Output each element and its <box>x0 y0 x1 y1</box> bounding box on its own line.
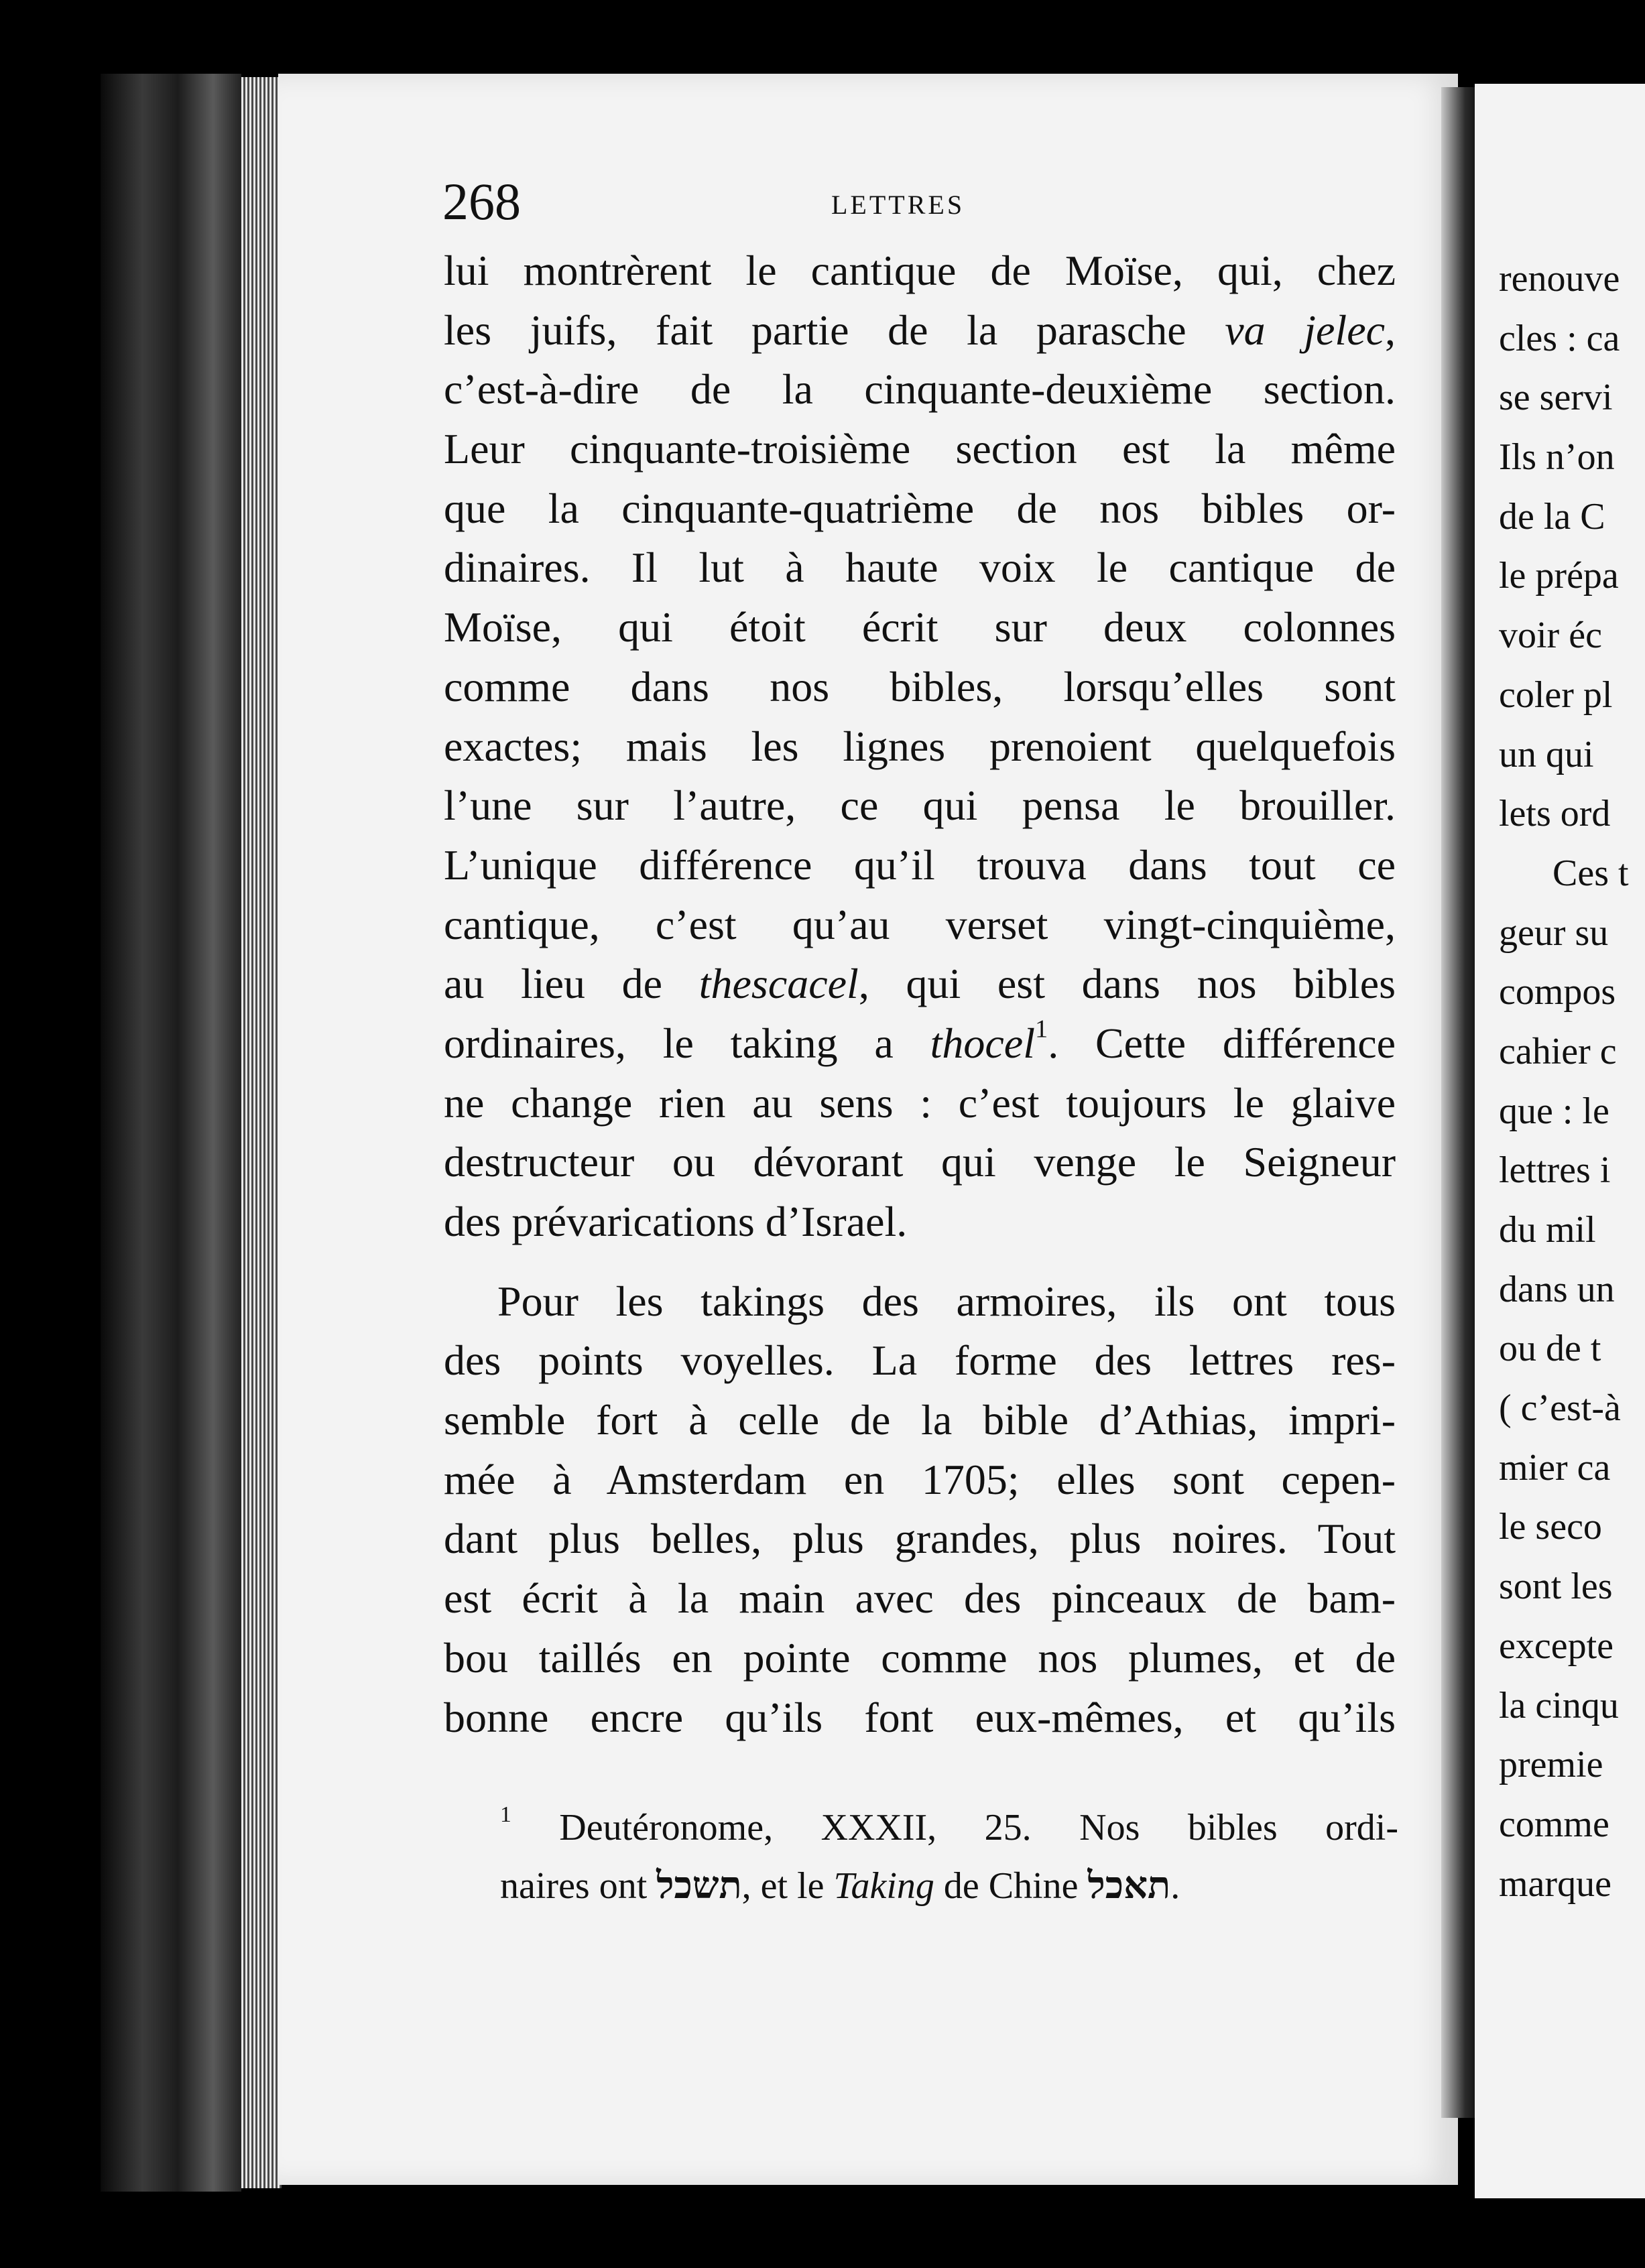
text-line: ordinaires, le taking a thocel$^1$. Cette différence <box>444 1015 1396 1067</box>
text-line: Pour les takings des armoires, ils ont tous <box>497 1277 1396 1325</box>
text-line: cantique, c’est qu’au verset vingt-cinquième, <box>444 900 1396 948</box>
hebrew-word: תשכל <box>656 1863 742 1907</box>
footnote-marker: 1 <box>500 1802 511 1828</box>
text-line: au lieu de thescacel, qui est dans nos bibles <box>444 960 1396 1008</box>
text-line: L’unique différence qu’il trouva dans tout ce <box>444 840 1396 889</box>
text-line: c’est-à-dire de la cinquante-deuxième section. <box>444 365 1396 414</box>
facing-line: du mil <box>1499 1209 1596 1251</box>
text-line: dinaires. Il lut à haute voix le cantique de <box>444 544 1396 592</box>
text-line: ne change rien au sens : c’est toujours le glaive <box>444 1078 1396 1127</box>
facing-line: cles : ca <box>1499 317 1620 359</box>
text-line: destructeur ou dévorant qui venge le Seigneur <box>444 1138 1396 1186</box>
facing-line: ou de t <box>1499 1328 1601 1370</box>
body-text <box>444 241 1396 1747</box>
text-line: comme dans nos bibles, lorsqu’elles sont <box>444 662 1396 710</box>
footnote-line: naires ont תשכל, et le Taking de Chine תאכל. <box>500 1863 1180 1907</box>
running-head: LETTRES <box>831 190 965 220</box>
facing-line: sont les <box>1499 1566 1613 1608</box>
page-number: 268 <box>442 172 521 231</box>
text-line: Leur cinquante-troisième section est la même <box>444 425 1396 473</box>
facing-line: coler pl <box>1499 674 1613 716</box>
facing-line: mier ca <box>1499 1446 1611 1489</box>
text-line: semble fort à celle de la bible d’Athias, impri- <box>444 1396 1396 1444</box>
facing-line: Ils n’on <box>1499 436 1615 479</box>
facing-line: se servi <box>1499 377 1613 419</box>
text-line: dant plus belles, plus grandes, plus noires. Tout <box>444 1515 1396 1563</box>
footnote-reference: 1 <box>1034 1015 1048 1044</box>
facing-line: renouve <box>1499 258 1620 300</box>
facing-line: excepte <box>1499 1625 1613 1667</box>
facing-line: premie <box>1499 1744 1603 1786</box>
facing-line: lets ord <box>1499 793 1611 835</box>
facing-line: geur su <box>1499 911 1609 954</box>
book-binding <box>101 74 241 2192</box>
facing-line: dans un <box>1499 1268 1615 1310</box>
facing-line: compos <box>1499 971 1616 1013</box>
footnote <box>500 1799 1398 1914</box>
facing-line: ( c’est-à <box>1499 1387 1621 1430</box>
facing-line: lettres i <box>1499 1149 1611 1192</box>
text-line: les juifs, fait partie de la parasche va jelec, <box>444 306 1396 354</box>
text-line: des prévarications d’Israel. <box>444 1198 908 1245</box>
facing-line: un qui <box>1499 733 1594 775</box>
facing-page-text <box>1499 249 1645 1913</box>
text-line: que la cinquante-quatrième de nos bibles or- <box>444 484 1396 532</box>
facing-line: Ces t <box>1552 852 1629 894</box>
text-line: Moïse, qui étoit écrit sur deux colonnes <box>444 603 1396 651</box>
facing-line: de la C <box>1499 495 1605 538</box>
text-line: l’une sur l’autre, ce qui pensa le brouiller. <box>444 781 1396 830</box>
text-line: exactes; mais les lignes prenoient quelquefois <box>444 722 1396 770</box>
text-line: mée à Amsterdam en 1705; elles sont cepen- <box>444 1455 1396 1503</box>
facing-line: voir éc <box>1499 615 1602 657</box>
hebrew-word: תאכל <box>1087 1863 1171 1907</box>
footnote-line: $^1$ Deutéronome, XXXII, 25. Nos bibles ordi- <box>500 1802 1399 1848</box>
facing-line: cahier c <box>1499 1030 1617 1072</box>
page-edges <box>241 77 282 2188</box>
text-line: est écrit à la main avec des pinceaux de bam- <box>444 1574 1396 1623</box>
facing-line: comme <box>1499 1803 1609 1845</box>
facing-line: le seco <box>1499 1506 1602 1548</box>
text-line: des points voyelles. La forme des lettres res- <box>444 1336 1396 1385</box>
facing-line: marque <box>1499 1863 1611 1905</box>
facing-line: la cinqu <box>1499 1684 1619 1726</box>
text-line: bou taillés en pointe comme nos plumes, et de <box>444 1633 1396 1682</box>
facing-line: le prépa <box>1499 555 1619 597</box>
text-line: lui montrèrent le cantique de Moïse, qui, chez <box>444 247 1396 294</box>
text-line: bonne encre qu’ils font eux-mêmes, et qu’ils <box>444 1693 1396 1741</box>
facing-line: que : le <box>1499 1090 1609 1132</box>
